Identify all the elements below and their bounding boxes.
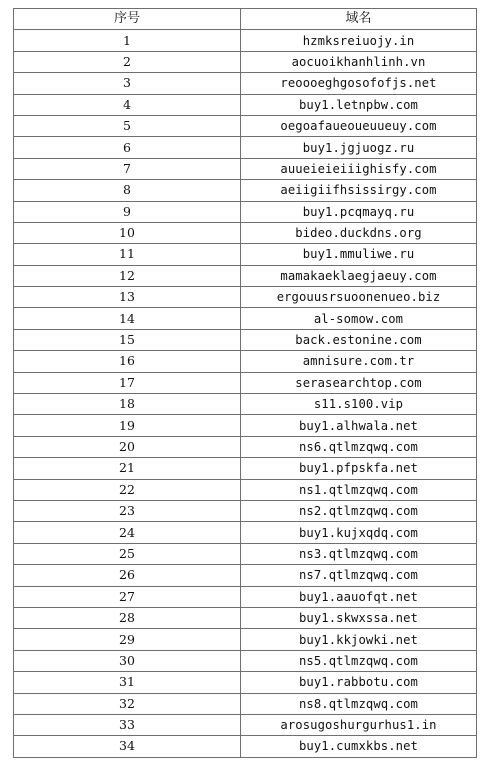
table-row bbox=[14, 415, 477, 436]
domain-cell: buy1.skwxssa.net bbox=[241, 607, 477, 628]
table-row bbox=[14, 351, 477, 372]
table-row bbox=[14, 672, 477, 693]
index-cell: 19 bbox=[14, 415, 241, 436]
domain-cell: back.estonine.com bbox=[241, 329, 477, 350]
index-cell: 15 bbox=[14, 329, 241, 350]
table-header bbox=[14, 9, 477, 30]
table-row bbox=[14, 543, 477, 564]
table-row bbox=[14, 201, 477, 222]
index-cell: 13 bbox=[14, 287, 241, 308]
table-row bbox=[14, 650, 477, 671]
table-row bbox=[14, 522, 477, 543]
table-row bbox=[14, 51, 477, 72]
table-body bbox=[14, 30, 477, 757]
domain-cell: buy1.cumxkbs.net bbox=[241, 736, 477, 757]
domain-cell: reoooeghgosofofjs.net bbox=[241, 73, 477, 94]
table-row bbox=[14, 586, 477, 607]
domain-cell: amnisure.com.tr bbox=[241, 351, 477, 372]
domain-cell: bideo.duckdns.org bbox=[241, 222, 477, 243]
domain-cell: buy1.kujxqdq.com bbox=[241, 522, 477, 543]
header-index: 序号 bbox=[14, 9, 241, 30]
table-row bbox=[14, 244, 477, 265]
index-cell: 31 bbox=[14, 672, 241, 693]
domain-cell: al-somow.com bbox=[241, 308, 477, 329]
table-row bbox=[14, 30, 477, 51]
domain-cell: oegoafaueoueuueuy.com bbox=[241, 115, 477, 136]
index-cell: 17 bbox=[14, 372, 241, 393]
domain-cell: ns8.qtlmzqwq.com bbox=[241, 693, 477, 714]
domain-cell: serasearchtop.com bbox=[241, 372, 477, 393]
index-cell: 5 bbox=[14, 115, 241, 136]
domain-cell: s11.s100.vip bbox=[241, 394, 477, 415]
index-cell: 4 bbox=[14, 94, 241, 115]
domain-cell: auueieieiiighisfy.com bbox=[241, 158, 477, 179]
index-cell: 2 bbox=[14, 51, 241, 72]
table-row bbox=[14, 265, 477, 286]
table-row bbox=[14, 736, 477, 757]
table-row bbox=[14, 458, 477, 479]
table-row bbox=[14, 287, 477, 308]
table-row bbox=[14, 629, 477, 650]
domain-cell: buy1.jgjuogz.ru bbox=[241, 137, 477, 158]
table-row bbox=[14, 607, 477, 628]
table-row bbox=[14, 73, 477, 94]
index-cell: 3 bbox=[14, 73, 241, 94]
index-cell: 11 bbox=[14, 244, 241, 265]
index-cell: 33 bbox=[14, 714, 241, 735]
table-row bbox=[14, 500, 477, 521]
index-cell: 28 bbox=[14, 607, 241, 628]
domain-cell: buy1.kkjowki.net bbox=[241, 629, 477, 650]
index-cell: 16 bbox=[14, 351, 241, 372]
index-cell: 12 bbox=[14, 265, 241, 286]
table-row bbox=[14, 137, 477, 158]
index-cell: 6 bbox=[14, 137, 241, 158]
domain-cell: ns6.qtlmzqwq.com bbox=[241, 436, 477, 457]
index-cell: 10 bbox=[14, 222, 241, 243]
domain-cell: buy1.letnpbw.com bbox=[241, 94, 477, 115]
index-cell: 20 bbox=[14, 436, 241, 457]
index-cell: 18 bbox=[14, 394, 241, 415]
table-row bbox=[14, 158, 477, 179]
index-cell: 25 bbox=[14, 543, 241, 564]
table-row bbox=[14, 180, 477, 201]
index-cell: 34 bbox=[14, 736, 241, 757]
header-row bbox=[14, 9, 477, 30]
table-row bbox=[14, 394, 477, 415]
domain-cell: ns1.qtlmzqwq.com bbox=[241, 479, 477, 500]
index-cell: 24 bbox=[14, 522, 241, 543]
index-cell: 29 bbox=[14, 629, 241, 650]
table-row bbox=[14, 565, 477, 586]
index-cell: 22 bbox=[14, 479, 241, 500]
index-cell: 14 bbox=[14, 308, 241, 329]
table-row bbox=[14, 308, 477, 329]
domain-cell: ns2.qtlmzqwq.com bbox=[241, 500, 477, 521]
table-row bbox=[14, 693, 477, 714]
domain-cell: aeiigiifhsissirgy.com bbox=[241, 180, 477, 201]
index-cell: 7 bbox=[14, 158, 241, 179]
table-row bbox=[14, 329, 477, 350]
domain-cell: mamakaeklaegjaeuy.com bbox=[241, 265, 477, 286]
domain-cell: buy1.alhwala.net bbox=[241, 415, 477, 436]
table-row bbox=[14, 222, 477, 243]
domain-cell: buy1.pcqmayq.ru bbox=[241, 201, 477, 222]
table-row bbox=[14, 115, 477, 136]
index-cell: 32 bbox=[14, 693, 241, 714]
domain-cell: hzmksreiuojy.in bbox=[241, 30, 477, 51]
index-cell: 8 bbox=[14, 180, 241, 201]
table-row bbox=[14, 714, 477, 735]
document-page bbox=[13, 8, 476, 758]
domain-cell: ns5.qtlmzqwq.com bbox=[241, 650, 477, 671]
index-cell: 26 bbox=[14, 565, 241, 586]
table-row bbox=[14, 94, 477, 115]
domain-cell: aocuoikhanhlinh.vn bbox=[241, 51, 477, 72]
index-cell: 1 bbox=[14, 30, 241, 51]
header-domain: 域名 bbox=[241, 9, 477, 30]
index-cell: 23 bbox=[14, 500, 241, 521]
domain-cell: ns3.qtlmzqwq.com bbox=[241, 543, 477, 564]
domain-cell: ergouusrsuoonenueo.biz bbox=[241, 287, 477, 308]
domain-cell: buy1.aauofqt.net bbox=[241, 586, 477, 607]
index-cell: 9 bbox=[14, 201, 241, 222]
table-row bbox=[14, 479, 477, 500]
domain-table bbox=[13, 8, 477, 758]
domain-cell: arosugoshurgurhus1.in bbox=[241, 714, 477, 735]
table-row bbox=[14, 372, 477, 393]
domain-cell: ns7.qtlmzqwq.com bbox=[241, 565, 477, 586]
domain-cell: buy1.pfpskfa.net bbox=[241, 458, 477, 479]
domain-cell: buy1.mmuliwe.ru bbox=[241, 244, 477, 265]
domain-cell: buy1.rabbotu.com bbox=[241, 672, 477, 693]
index-cell: 27 bbox=[14, 586, 241, 607]
table-row bbox=[14, 436, 477, 457]
index-cell: 30 bbox=[14, 650, 241, 671]
index-cell: 21 bbox=[14, 458, 241, 479]
